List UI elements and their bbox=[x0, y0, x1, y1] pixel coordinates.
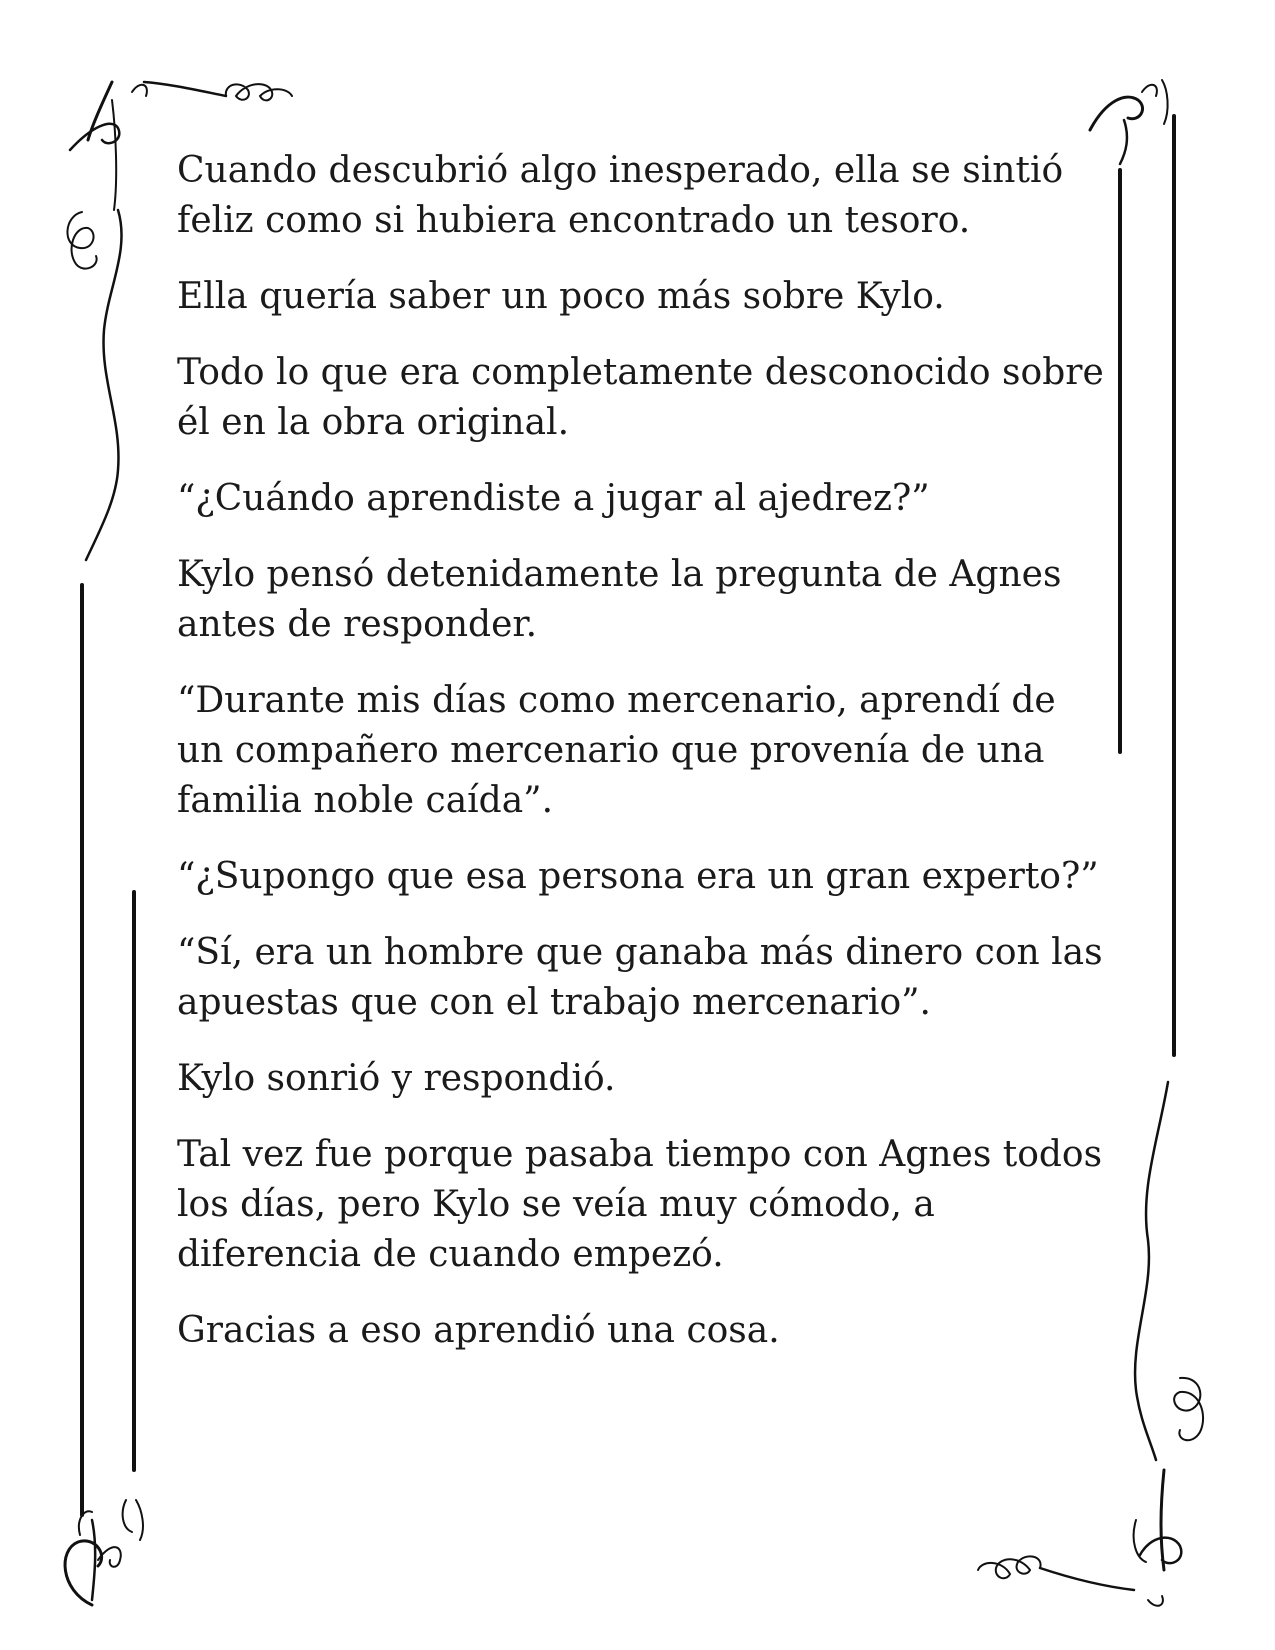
chapter-text bbox=[177, 146, 1107, 1382]
paragraph: Gracias a eso aprendió una cosa. bbox=[177, 1310, 780, 1351]
paragraph: Kylo pensó detenidamente la pregunta de Agnes antes de responder. bbox=[177, 554, 1062, 645]
paragraph: Tal vez fue porque pasaba tiempo con Agnes todos los días, pero Kylo se veía muy cómodo, a diferencia de cuando empezó. bbox=[177, 1134, 1103, 1275]
paragraph: Cuando descubrió algo inesperado, ella se sintió feliz como si hubiera encontrado un tesoro. bbox=[177, 150, 1064, 241]
paragraph: Ella quería saber un poco más sobre Kylo. bbox=[177, 276, 945, 317]
dialogue-paragraph: “¿Supongo que esa persona era un gran experto?” bbox=[177, 856, 1099, 897]
paragraph: Todo lo que era completamente desconocido sobre él en la obra original. bbox=[177, 352, 1104, 443]
bottom-left-flourish bbox=[65, 1500, 143, 1605]
dialogue-paragraph: “Durante mis días como mercenario, aprendí de un compañero mercenario que provenía de una familia noble caída”. bbox=[177, 680, 1056, 821]
dialogue-paragraph: “¿Cuándo aprendiste a jugar al ajedrez?” bbox=[177, 478, 930, 519]
paragraph: Kylo sonrió y respondió. bbox=[177, 1058, 616, 1099]
dialogue-paragraph: “Sí, era un hombre que ganaba más dinero con las apuestas que con el trabajo mercenario”. bbox=[177, 932, 1103, 1023]
